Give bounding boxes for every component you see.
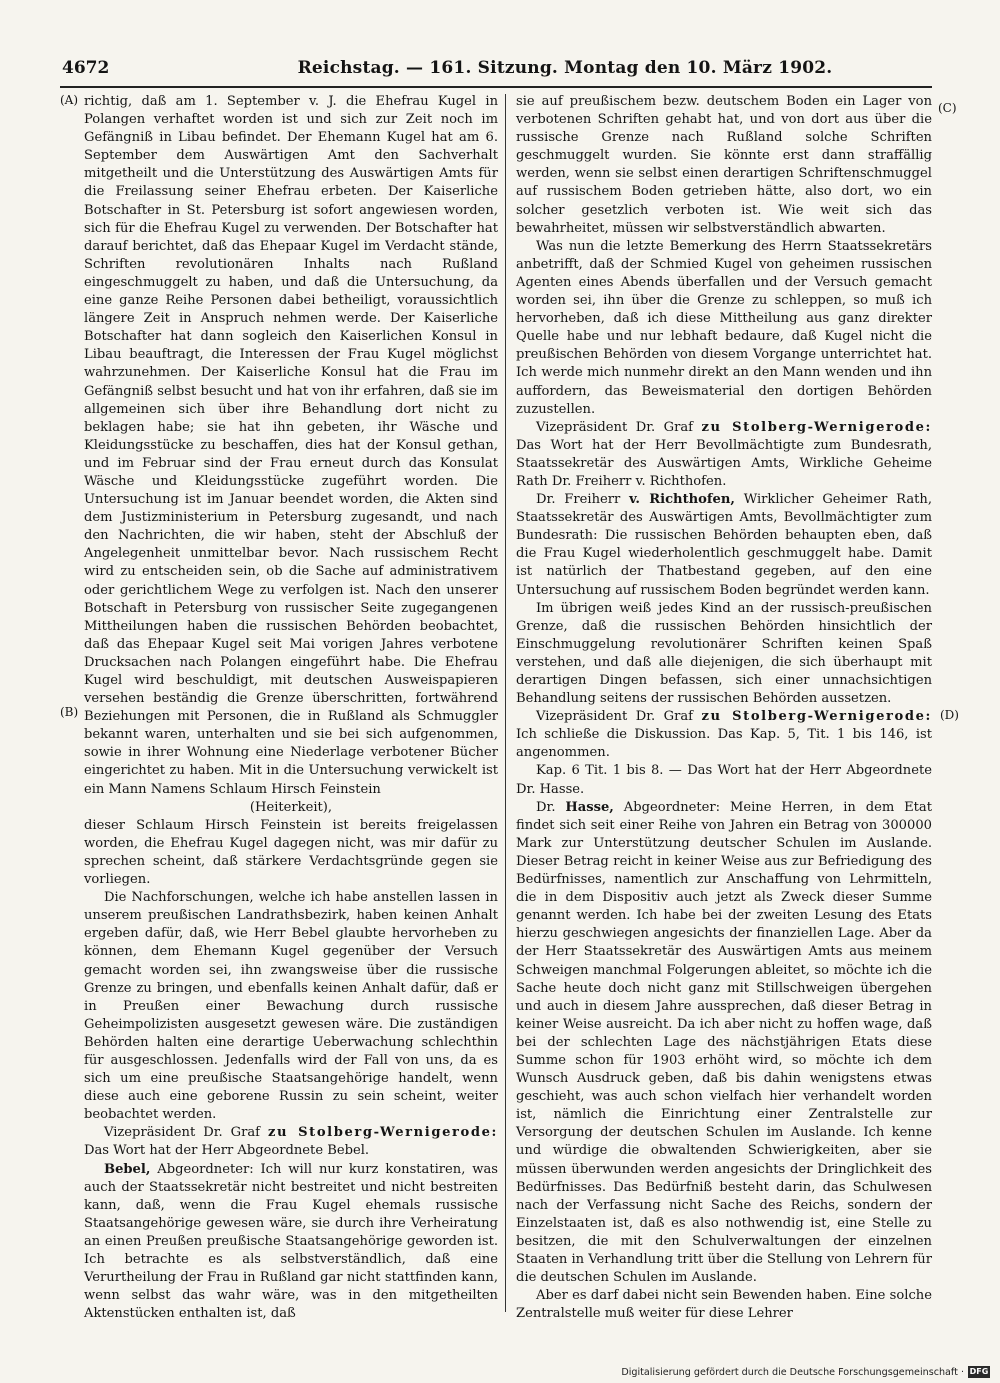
- speech-text: Ich schließe die Diskussion. Das Kap. 5, Tit. 1 bis 146, ist angenommen.: [516, 727, 932, 761]
- speaker-paragraph: [84, 1124, 498, 1160]
- right-column: [516, 93, 933, 1322]
- speaker-name: Bebel,: [104, 1161, 151, 1177]
- left-column: [84, 93, 499, 1322]
- paragraph: Die Nachforschungen, welche ich habe anstellen lassen in unserem preußischen Landrathsbezirk, haben keinen Anhalt ergeben dafür, daß, wie Herr Bebel glaubte hervorheben zu können, dem Ehemann Kugel gegenüber der Versuch gemacht worden sei, ihn zwangsweise über die russische Grenze zu bringen, und ebenfalls keinen Anhalt dafür, daß er in Preußen einer Bewachung durch russische Geheimpolizisten ausgesetzt gewesen wäre. Die zuständigen Behörden halten eine derartige Ueberwachung schlechthin für ausgeschlossen. Jedenfalls wird der Fall von uns, da es sich um eine preußische Staatsangehörige handelt, wenn diese auch eine geborene Russin zu sein scheint, weiter beobachtet werden.: [84, 890, 498, 1123]
- speaker-paragraph: [516, 491, 932, 600]
- margin-mark-c: (C): [938, 101, 957, 115]
- speaker-title: Vizepräsident Dr. Graf: [536, 709, 694, 725]
- speaker-title: Vizepräsident Dr. Graf: [104, 1125, 261, 1141]
- speaker-name: zu Stolberg-Wernigerode:: [701, 709, 932, 725]
- paragraph: Im übrigen weiß jedes Kind an der russisch-preußischen Grenze, daß die russischen Behörden hinsichtlich der Einschmuggelung revolutionärer Schriften keinen Spaß verstehen, und daß alle diejenigen, die sich überhaupt mit derartigen Dingen befassen, sich einer unnachsichtigen Behandlung seitens der russischen Behörden aussetzen.: [516, 600, 932, 707]
- digitization-footer: [621, 1364, 990, 1380]
- speech-text: Das Wort hat der Herr Abgeordnete Bebel.: [84, 1143, 370, 1159]
- page-header: [62, 58, 928, 84]
- margin-mark-d: (D): [940, 708, 959, 722]
- page-number: 4672: [62, 58, 110, 78]
- dfg-logo-icon: DFG: [969, 1367, 989, 1376]
- speech-text: Wirklicher Geheimer Rath, Staatssekretär des Auswärtigen Amts, Bevollmächtigter zum Bundesrath: Die russischen Behörden behaupten eben, daß die Frau Kugel wiederholentlich geschmuggelt habe. Damit ist natürlich der Thatbestand gegeben, auf den eine Untersuchung auf russischem Boden begründet werden kann.: [516, 492, 932, 598]
- speaker-name: Hasse,: [565, 799, 614, 815]
- page-title: Reichstag. — 161. Sitzung. Montag den 10. März 1902.: [297, 58, 833, 78]
- interjection: (Heiterkeit),: [249, 799, 333, 815]
- speaker-paragraph: [516, 419, 932, 491]
- speaker-paragraph: [516, 708, 932, 762]
- speaker-paragraph: [84, 1161, 498, 1324]
- paragraph: Aber es darf dabei nicht sein Bewenden haben. Eine solche Zentralstelle muß weiter für diese Lehrer: [516, 1288, 932, 1322]
- footer-text: Digitalisierung gefördert durch die Deutsche Forschungsgemeinschaft ·: [621, 1366, 964, 1378]
- speaker-name: zu Stolberg-Wernigerode:: [268, 1125, 498, 1141]
- paragraph: Was nun die letzte Bemerkung des Herrn Staatssekretärs anbetrifft, daß der Schmied Kugel von geheimen russischen Agenten eines Abends überfallen und der Versuch gemacht worden sei, ihn über die Grenze zu schleppen, so muß ich hervorheben, daß ich diese Mittheilung aus ganz direkter Quelle habe und nur lebhaft bedaure, daß Kugel nicht die preußischen Behörden von diesem Vorgange unterrichtet hat. Ich werde mich nunmehr direkt an den Mann wenden und ihn auffordern, das Beweismaterial den dortigen Behörden zuzustellen.: [516, 238, 932, 417]
- speaker-name: v. Richthofen,: [629, 492, 735, 508]
- speech-text: Abgeordneter: Ich will nur kurz konstatiren, was auch der Staatssekretär nicht bestreitet und nicht bestreiten kann, daß, wenn die Frau Kugel ehemals russische Staatsangehörige gewesen wäre, sie durch ihre Verheiratung an einen Preußen preußische Staatsangehörige geworden ist. Ich betrachte es als selbstverständlich, daß eine Verurtheilung der Frau in Rußland gar nicht stattfinden kann, wenn selbst das wahr wäre, was in den mitgetheilten Aktenstücken enthalten ist, daß: [84, 1161, 499, 1322]
- margin-mark-a: (A): [60, 93, 79, 107]
- paragraph: Kap. 6 Tit. 1 bis 8. — Das Wort hat der Herr Abgeordnete Dr. Hasse.: [516, 763, 932, 797]
- column-divider: [505, 94, 506, 1312]
- speaker-title: Dr.: [536, 799, 556, 815]
- speaker-paragraph: [516, 799, 932, 1288]
- margin-mark-b: (B): [60, 705, 79, 719]
- header-rule: [60, 86, 932, 88]
- paragraph: dieser Schlaum Hirsch Feinstein ist bereits freigelassen worden, die Ehefrau Kugel dagegen nicht, was mir dafür zu sprechen scheint, daß stärkere Verdachtsgründe gegen sie vorliegen.: [84, 817, 498, 888]
- paragraph: sie auf preußischem bezw. deutschem Boden ein Lager von verbotenen Schriften gehabt hat, und von dort aus über die russische Grenze nach Rußland solche Schriften geschmuggelt wurden. Sie könnte erst dann straffällig werden, wenn sie selbst einen derartigen Schriftenschmuggel auf russischem Boden getrieben hätte, also dort, wo ein solcher gesetzlich verboten ist. Wie weit sich das bewahrheitet, müssen wir selbstverständlich abwarten.: [516, 94, 932, 236]
- paragraph: richtig, daß am 1. September v. J. die Ehefrau Kugel in Polangen verhaftet worden ist und sich zur Zeit noch im Gefängniß in Libau befindet. Der Ehemann Kugel hat am 6. September dem Auswärtigen Amt den Sachverhalt mitgetheilt und die Unterstützung des Auswärtigen Amts für die Freilassung seiner Ehefrau erbeten. Der Kaiserliche Botschafter in St. Petersburg ist sofort angewiesen worden, sich für die Ehefrau Kugel zu verwenden. Der Botschafter hat darauf berichtet, daß das Ehepaar Kugel im Verdacht stände, Schriften revolutionären Inhalts nach Rußland eingeschmuggelt zu haben, und daß die Untersuchung, da eine ganze Reihe Personen dabei betheiligt, voraussichtlich längere Zeit in Anspruch nehmen werde. Der Kaiserliche Botschafter hat dann sogleich den Kaiserlichen Konsul in Libau beauftragt, die Interessen der Frau Kugel möglichst wahrzunehmen. Der Kaiserliche Konsul hat die Frau im Gefängniß selbst besucht und hat von ihr erfahren, daß sie im allgemeinen sich über ihre Behandlung dort nicht zu beklagen habe; sie hat ihn gebeten, ihr Wäsche und Kleidungsstücke zu beschaffen, dies hat der Konsul gethan, und im Februar sind der Frau erneut durch das Konsulat Wäsche und Kleidungsstücke zugeführt worden. Die Untersuchung ist im Januar beendet worden, die Akten sind dem Justizministerium in Petersburg zugesandt, und nach den Nachrichten, die wir haben, steht der Abschluß der Angelegenheit unmittelbar bevor. Nach russischem Recht wird zu entscheiden sein, ob die Sache auf administrativem oder gerichtlichem Wege zu verfolgen ist. Nach den unserer Botschaft in Petersburg von russischer Seite zugegangenen Mittheilungen haben die russischen Behörden beobachtet, daß das Ehepaar Kugel seit Mai vorigen Jahres verbotene Drucksachen nach Polangen eingeführt habe. Die Ehefrau Kugel wird beschuldigt, mit deutschen Ausweispapieren versehen beständig die Grenze überschritten, fortwährend Beziehungen mit Personen, die in Rußland als Schmuggler bekannt waren, unterhalten und sie bei sich aufgenommen, sowie in ihrer Wohnung eine Niederlage verbotener Bücher eingerichtet zu haben. Mit in die Untersuchung verwickelt ist ein Mann Namens Schlaum Hirsch Feinstein: [84, 94, 498, 797]
- speaker-title: Vizepräsident Dr. Graf: [536, 419, 694, 435]
- speaker-title: Dr. Freiherr: [536, 492, 621, 508]
- speaker-name: zu Stolberg-Wernigerode:: [701, 419, 932, 435]
- speech-text: Das Wort hat der Herr Bevollmächtigte zum Bundesrath, Staatssekretär des Auswärtigen Amts, Wirkliche Geheime Rath Dr. Freiherr v. Richthofen.: [516, 437, 932, 489]
- speech-text: Abgeordneter: Meine Herren, in dem Etat findet sich seit einer Reihe von Jahren ein Betrag von 300000 Mark zur Unterstützung deutscher Schulen im Auslande. Dieser Betrag reicht in keiner Weise aus zur Befriedigung des Bedürfnisses, namentlich zur Anschaffung von Lehrmitteln, die in dem Dispositiv auch jetzt als Zweck dieser Summe genannt werden. Ich habe bei der zweiten Lesung des Etats hierzu geschwiegen angesichts der finanziellen Lage. Aber da der Herr Staatssekretär des Auswärtigen Amts aus meinem Schweigen manchmal Folgerungen ableitet, so möchte ich die Sache heute doch nicht ganz mit Stillschweigen übergehen und auch in diesem Jahre aussprechen, daß dieser Betrag in keiner Weise ausreicht. Da ich aber nicht zu hoffen wage, daß bei der schlechten Lage des nächstjährigen Etats diese Summe schon für 1903 erhöht wird, so möchte ich dem Wunsch Ausdruck geben, daß bis dahin wenigstens etwas geschieht, was auch schon vielfach hier verhandelt worden ist, nämlich die Einrichtung einer Zentralstelle zur Versorgung der deutschen Schulen im Auslande. Ich kenne und würdige die obwaltenden Schwierigkeiten, aber sie müssen überwunden werden angesichts der Dringlichkeit des Bedürfnisses. Das Bedürfniß besteht darin, das Schulwesen nach der Verfassung nicht Sache des Reichs, sondern der Einzelstaaten ist, daß es also nothwendig ist, eine Stelle zu besitzen, die mit den Schulverwaltungen der einzelnen Staaten in Verhandlung tritt über die Stellung von Lehrern für die deutschen Schulen im Auslande.: [516, 799, 933, 1286]
